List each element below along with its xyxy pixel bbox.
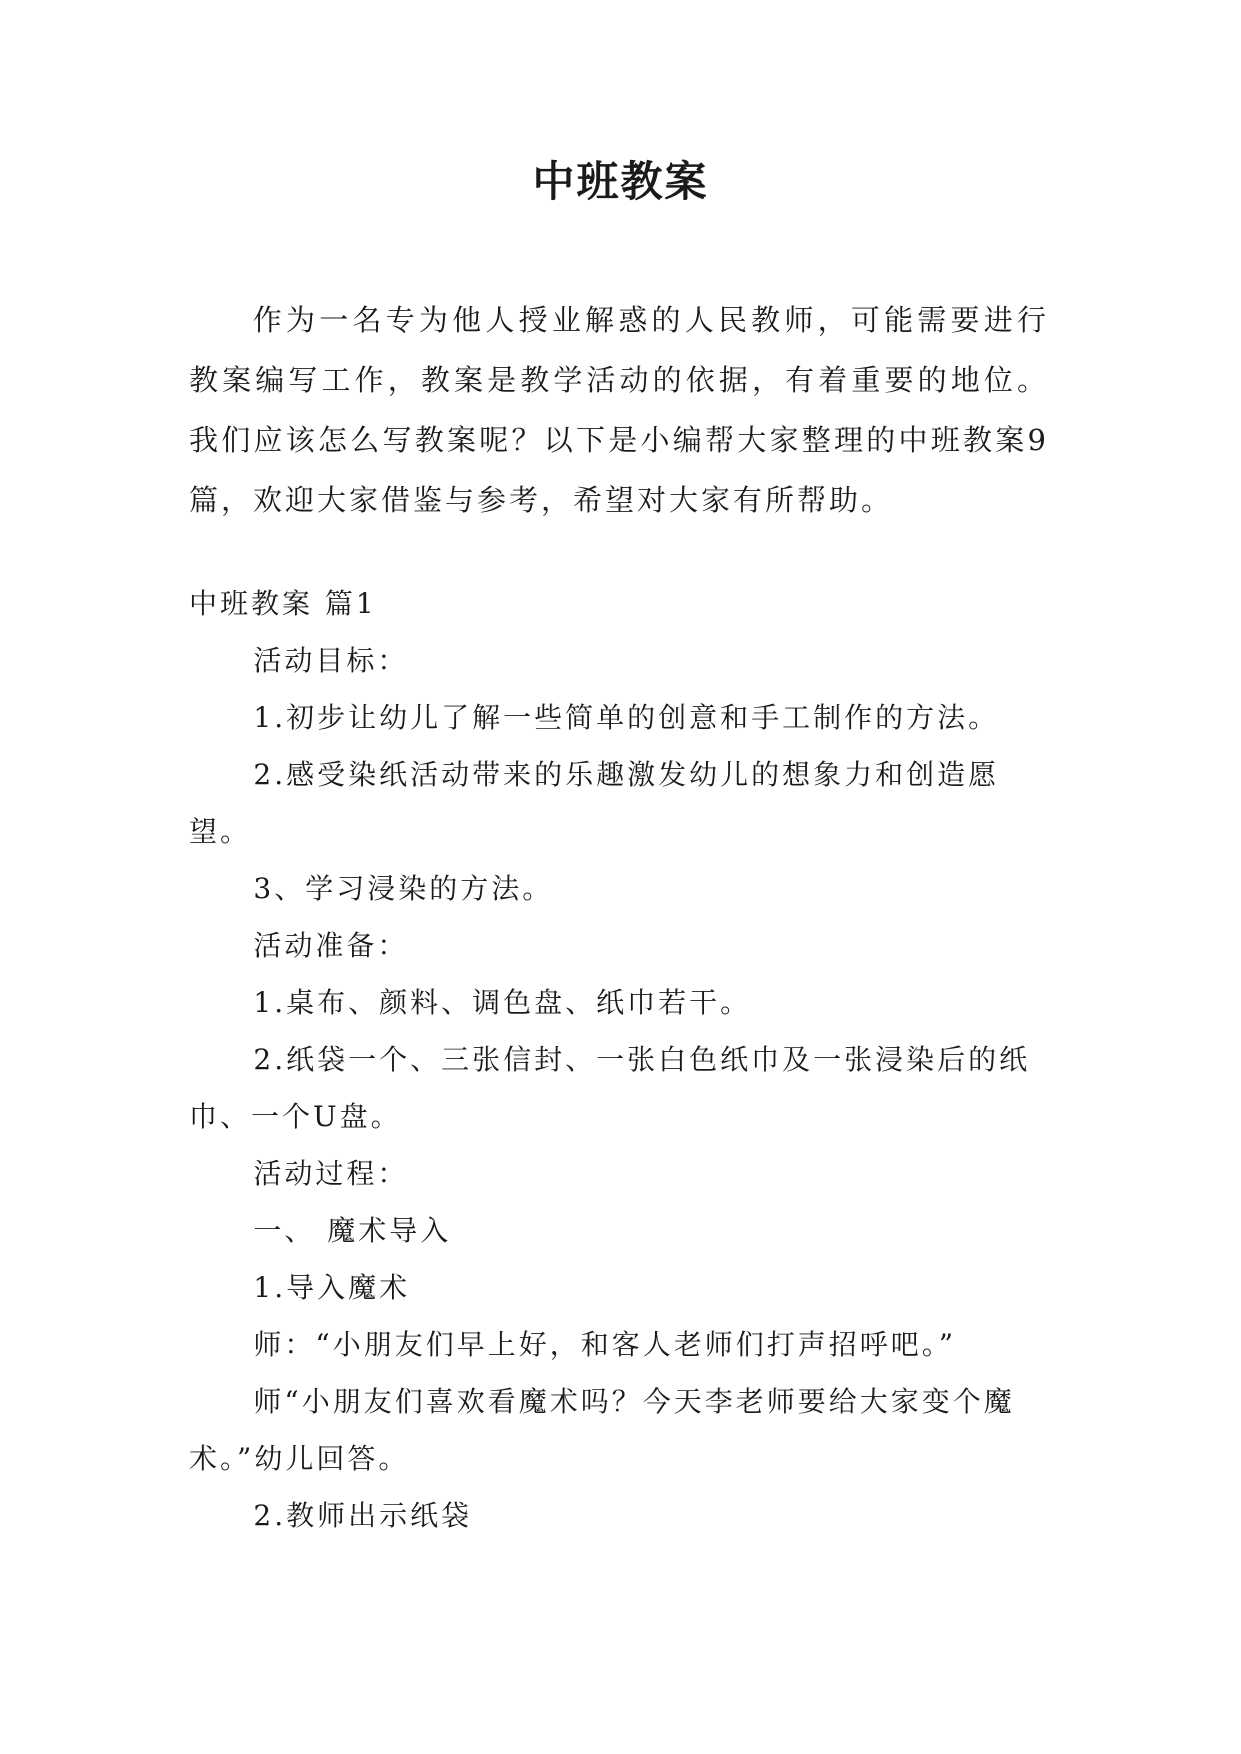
paragraph: 1.初步让幼儿了解一些简单的创意和手工制作的方法。 [253,701,1000,734]
paragraph: 一、 魔术导入 [253,1214,452,1247]
paragraph: 师：“小朋友们早上好，和客人老师们打声招呼吧。” [253,1328,957,1361]
paragraph: 师“小朋友们喜欢看魔术吗？今天李老师要给大家变个魔术。”幼儿回答。 [189,1385,1015,1475]
intro-paragraph: 作为一名专为他人授业解惑的人民教师，可能需要进行教案编写工作，教案是教学活动的依据，有着重要的地位。我们应该怎么写教案呢？以下是小编帮大家整理的中班教案9篇，欢迎大家借鉴与参考，希望对大家有所帮助。 [189,303,1049,517]
paragraph: 2.教师出示纸袋 [253,1499,473,1532]
page-title: 中班教案 [532,157,709,206]
section-heading: 中班教案 篇1 [189,587,377,620]
paragraph: 1.桌布、颜料、调色盘、纸巾若干。 [253,986,752,1019]
paragraph: 1.导入魔术 [253,1271,411,1304]
lesson-section [189,575,1049,1544]
paragraph: 2.感受染纸活动带来的乐趣激发幼儿的想象力和创造愿望。 [189,758,1000,848]
paragraph: 活动目标： [253,644,409,677]
paragraph: 活动过程： [253,1157,409,1190]
paragraph: 2.纸袋一个、三张信封、一张白色纸巾及一张浸染后的纸巾、一个U盘。 [189,1043,1031,1133]
paragraph: 活动准备： [253,929,409,962]
paragraph: 3、学习浸染的方法。 [253,872,554,905]
